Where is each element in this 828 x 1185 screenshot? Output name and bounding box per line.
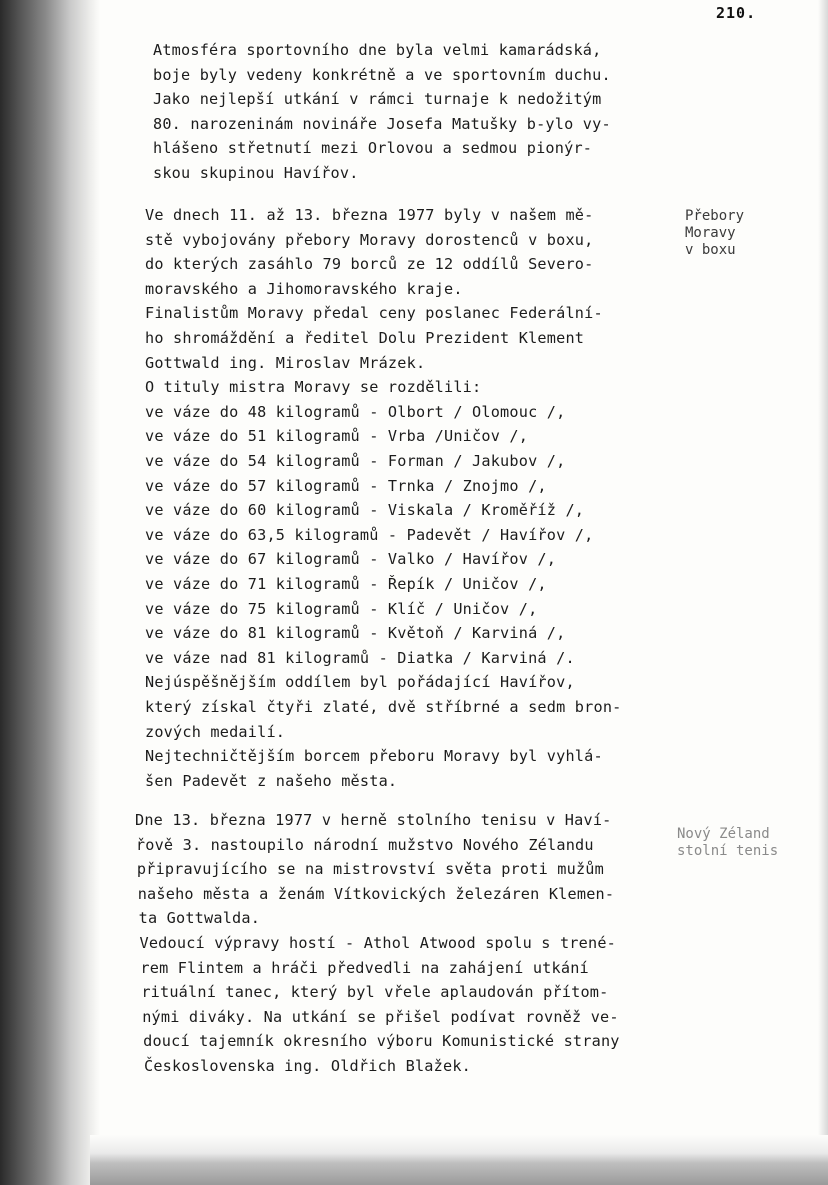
text-line: ho shromáždění a ředitel Dolu Prezident Klement <box>145 329 585 347</box>
text-line: ve váze do 75 kilogramů - Klíč / Uničov /, <box>145 599 538 618</box>
margin-note-new-zealand: Nový Zéland stolní tenis <box>677 826 779 859</box>
text-line: Gottwald ing. Miroslav Mrázek. <box>145 353 426 372</box>
text-line: zových medailí. <box>145 722 286 741</box>
text-line: Atmosféra sportovního dne byla velmi kamarádská, <box>153 41 602 59</box>
text-line: 80. narozeninám novináře Josefa Matušky b-ylo vy- <box>153 114 611 133</box>
text-line: do kterých zasáhlo 79 borců ze 12 oddílů Severo- <box>145 255 594 274</box>
margin-note-boxing: Přebory Moravy v boxu <box>685 208 745 258</box>
text-line: ve váze do 63,5 kilogramů - Padevět / Havířov /, <box>145 525 594 544</box>
text-line: ve váze do 57 kilogramů - Trnka / Znojmo /, <box>145 476 547 495</box>
scan-shadow-left <box>0 0 100 1185</box>
text-line: rem Flintem a hráči předvedli na zahájení utkání <box>140 958 589 977</box>
text-line: řově 3. nastoupilo národní mužstvo Nového Zélandu <box>135 835 594 854</box>
scan-edge-right <box>818 0 828 1185</box>
text-line: moravského a Jihomoravského kraje. <box>145 279 463 298</box>
text-line: Finalistům Moravy předal ceny poslanec Federální- <box>145 304 603 323</box>
text-line: stě vybojovány přebory Moravy dorostenců v boxu, <box>145 230 594 249</box>
text-line: ve váze do 81 kilogramů - Květoň / Karviná /, <box>145 624 566 643</box>
text-line: Ve dnech 11. až 13. března 1977 byly v našem mě- <box>145 206 594 224</box>
text-line: ve váze do 51 kilogramů - Vrba /Uničov /, <box>145 427 529 446</box>
text-line: ve váze do 67 kilogramů - Valko / Havířov /, <box>145 550 557 569</box>
text-line: který získal čtyři zlaté, dvě stříbrné a sedm bron- <box>145 698 622 716</box>
page-number: 210. <box>716 4 757 22</box>
text-line: Jako nejlepší utkání v rámci turnaje k nedožitým <box>153 90 602 109</box>
text-line: ve váze do 60 kilogramů - Viskala / Kroměříž /, <box>145 501 585 520</box>
text-line: Vedoucí výpravy hostí - Athol Atwood spolu s trené- <box>139 934 617 952</box>
text-line: rituální tanec, který byl vřele aplaudován přítom- <box>141 983 609 1002</box>
text-line: Nejtechničtějším borcem přeboru Moravy byl vyhlá- <box>145 747 603 766</box>
text-line: Československa ing. Oldřich Blažek. <box>144 1057 472 1075</box>
text-line: ve váze do 71 kilogramů - Řepík / Uničov /, <box>145 575 547 593</box>
text-line: našeho města a ženám Vítkovických železáren Klemen- <box>137 884 615 903</box>
text-line: Nejúspěšnějším oddílem byl pořádající Havířov, <box>145 673 575 692</box>
text-line: nými diváky. Na utkání se přišel podívat rovněž ve- <box>142 1007 619 1026</box>
text-line: ve váze do 48 kilogramů - Olbort / Olomouc /, <box>145 402 566 421</box>
text-line: ta Gottwalda. <box>138 909 261 928</box>
text-line: boje byly vedeny konkrétně a ve sportovním duchu. <box>153 65 611 84</box>
text-line: doucí tajemník okresního výboru Komunistické strany <box>143 1032 620 1051</box>
text-line: skou skupinou Havířov. <box>153 164 359 182</box>
text-line: připravujícího se na mistrovství světa proti mužům <box>136 860 604 879</box>
text-line: O tituly mistra Moravy se rozdělili: <box>145 378 482 397</box>
text-line: hlášeno střetnutí mezi Orlovou a sedmou pionýr- <box>153 139 593 158</box>
scan-edge-bottom <box>90 1135 828 1185</box>
text-line: ve váze do 54 kilogramů - Forman / Jakubov /, <box>145 452 566 470</box>
text-line: Dne 13. března 1977 v herně stolního tenisu v Haví- <box>135 811 612 829</box>
text-line: ve váze nad 81 kilogramů - Diatka / Karviná /. <box>145 648 575 667</box>
text-line: šen Padevět z našeho města. <box>145 771 398 790</box>
